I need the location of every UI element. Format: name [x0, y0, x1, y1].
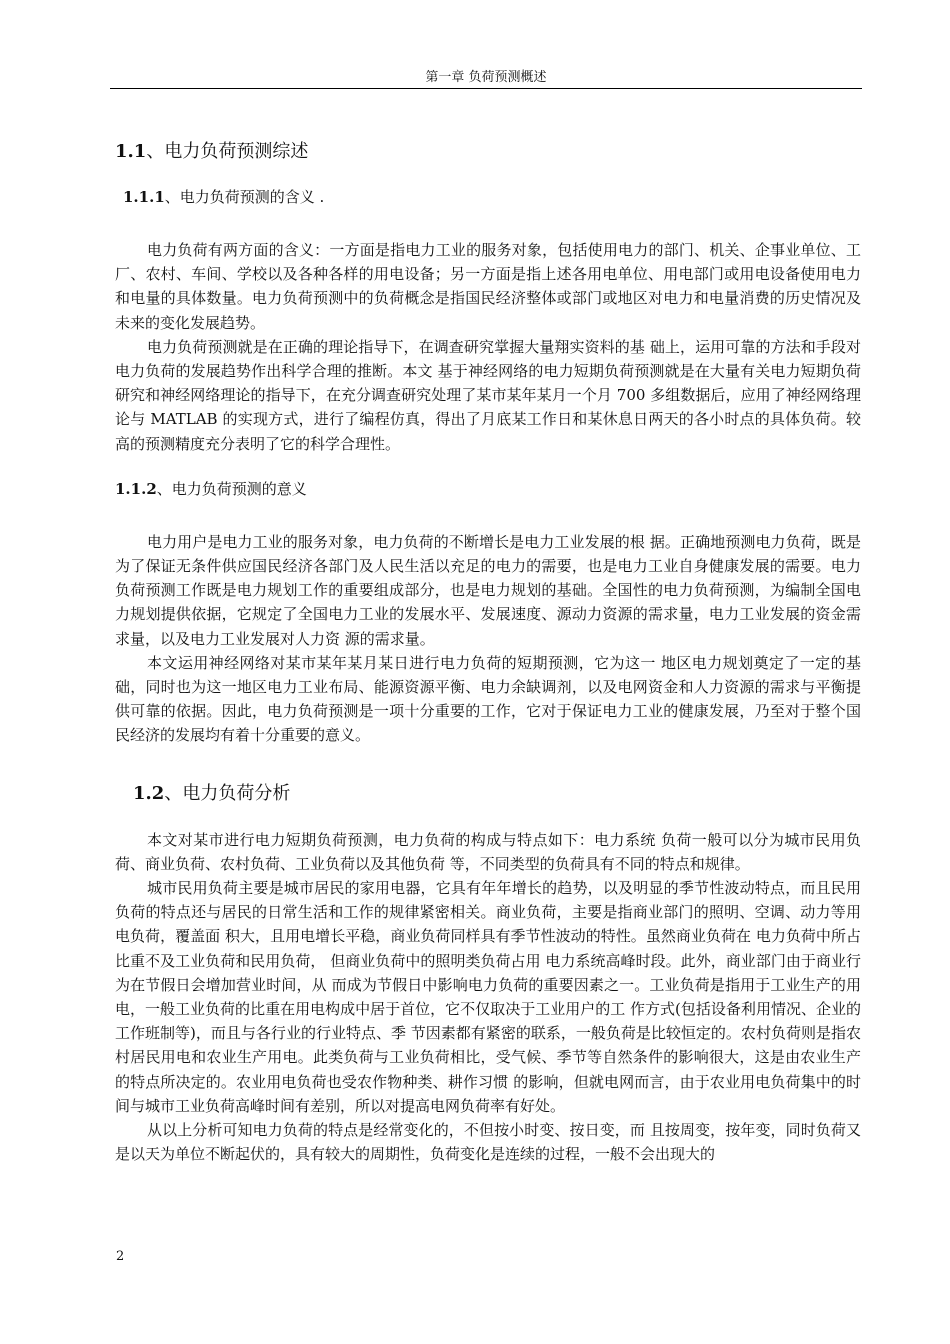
running-header: 第一章 负荷预测概述 [425, 70, 547, 85]
paragraph: 本文对某市进行电力短期负荷预测，电力负荷的构成与特点如下：电力系统 负荷一般可以分为城市民用负荷、商业负荷、农村负荷、工业负荷以及其他负荷 等，不同类型的负荷具有不同的特点和规律。 [115, 830, 861, 873]
header-rule [110, 88, 862, 89]
paragraph: 电力用户是电力工业的服务对象，电力负荷的不断增长是电力工业发展的根 据。正确地预测电力负荷，既是为了保证无条件供应国民经济各部门及人民生活以充足的电力的需要，也是电力工业自身健康发展的需要。电力负荷预测工作既是电力规划工作的重要组成部分，也是电力规划的基础。全国性的电力负荷预测，为编制全国电力规划提供依据，它规定了全国电力工业的发展水平、发展速度、源动力资源的需求量，电力工业发展的资金需求量，以及电力工业发展对人力资 源的需求量。 [115, 532, 861, 648]
subsection-heading-1-1-2 [115, 478, 861, 500]
paragraph: 本文运用神经网络对某市某年某月某日进行电力负荷的短期预测，它为这一 地区电力规划奠定了一定的基础，同时也为这一地区电力工业布局、能源资源平衡、电力余缺调剂，以及电网资金和人力资源的需求与平衡提供可靠的依据。因此，电力负荷预测是一项十分重要的工作，它对于保证电力工业的健康发展，乃至对于整个国民经济的发展均有着十分重要的意义。 [115, 653, 861, 745]
section-number: 1.2 [133, 782, 165, 804]
page-number: 2 [116, 1249, 125, 1264]
section-number: 1.1.2 [115, 479, 157, 498]
spacer [115, 456, 861, 478]
spacer [115, 230, 861, 238]
section-number: 1.1 [115, 141, 147, 162]
section-title: 、电力负荷预测综述 [146, 141, 309, 162]
paragraph: 从以上分析可知电力负荷的特点是经常变化的，不但按小时变、按日变，而 且按周变，按年变，同时负荷又是以天为单位不断起伏的，具有较大的周期性，负荷变化是连续的过程，一般不会出现大的 [115, 1121, 861, 1164]
paragraph: 电力负荷预测就是在正确的理论指导下，在调查研究掌握大量翔实资料的基 础上，运用可靠的方法和手段对电力负荷的发展趋势作出科学合理的推断。本文 基于神经网络的电力短期负荷预测就是在大量有关电力短期负荷研究和神经网络理论的指导下，在充分调查研究处理了某市某年某月一个月 700 多组数据后，应用了神经网络理论与 MATLAB 的实现方式，进行了编程仿真，得出了月底某工作日和某休息日两天的各小时点的具体负荷。较高的预测精度充分表明了它的科学合理性。 [115, 337, 861, 453]
section-number: 1.1.1 [123, 188, 165, 206]
page-body [115, 128, 861, 1167]
section-heading-1-2 [115, 782, 861, 806]
section-title: 、电力负荷预测的含义 . [164, 188, 325, 206]
spacer [115, 748, 861, 770]
subsection-heading-1-1-1 [115, 186, 861, 208]
section-heading-1-1 [115, 140, 861, 164]
spacer [115, 522, 861, 530]
paragraph: 电力负荷有两方面的含义：一方面是指电力工业的服务对象，包括使用电力的部门、机关、企事业单位、工厂、农村、车间、学校以及各种各样的用电设备；另一方面是指上述各用电单位、用电部门或用电设备使用电力和电量的具体数量。电力负荷预测中的负荷概念是指国民经济整体或部门或地区对电力和电量消费的历史情况及未来的变化发展趋势。 [115, 241, 861, 332]
paragraph: 城市民用负荷主要是城市居民的家用电器，它具有年年增长的趋势，以及明显的季节性波动特点，而且民用负荷的特点还与居民的日常生活和工作的规律紧密相关。商业负荷，主要是指商业部门的照明、空调、动力等用电负荷，覆盖面 积大，且用电增长平稳，商业负荷同样具有季节性波动的特性。虽然商业负荷在 电力负荷中所占比重不及工业负荷和民用负荷， 但商业负荷中的照明类负荷占用 电力系统高峰时段。此外，商业部门由于商业行为在节假日会增加营业时间，从 而成为节假日中影响电力负荷的重要因素之一。工业负荷是指用于工业生产的用电，一般工业负荷的比重在用电构成中居于首位，它不仅取决于工业用户的工 作方式(包括设备利用情况、企业的工作班制等)，而且与各行业的行业特点、季 节因素都有紧密的联系，一般负荷是比较恒定的。农村负荷则是指农村居民用电和农业生产用电。此类负荷与工业负荷相比，受气候、季节等自然条件的影响很大，这是由农业生产的特点所决定的。农业用电负荷也受农作物种类、耕作习惯 的影响，但就电网而言，由于农业用电负荷集中的时间与城市工业负荷高峰时间有差别，所以对提高电网负荷率有好处。 [115, 879, 861, 1115]
section-title: 、电力负荷分析 [164, 782, 291, 804]
section-title: 、电力负荷预测的意义 [156, 479, 307, 498]
